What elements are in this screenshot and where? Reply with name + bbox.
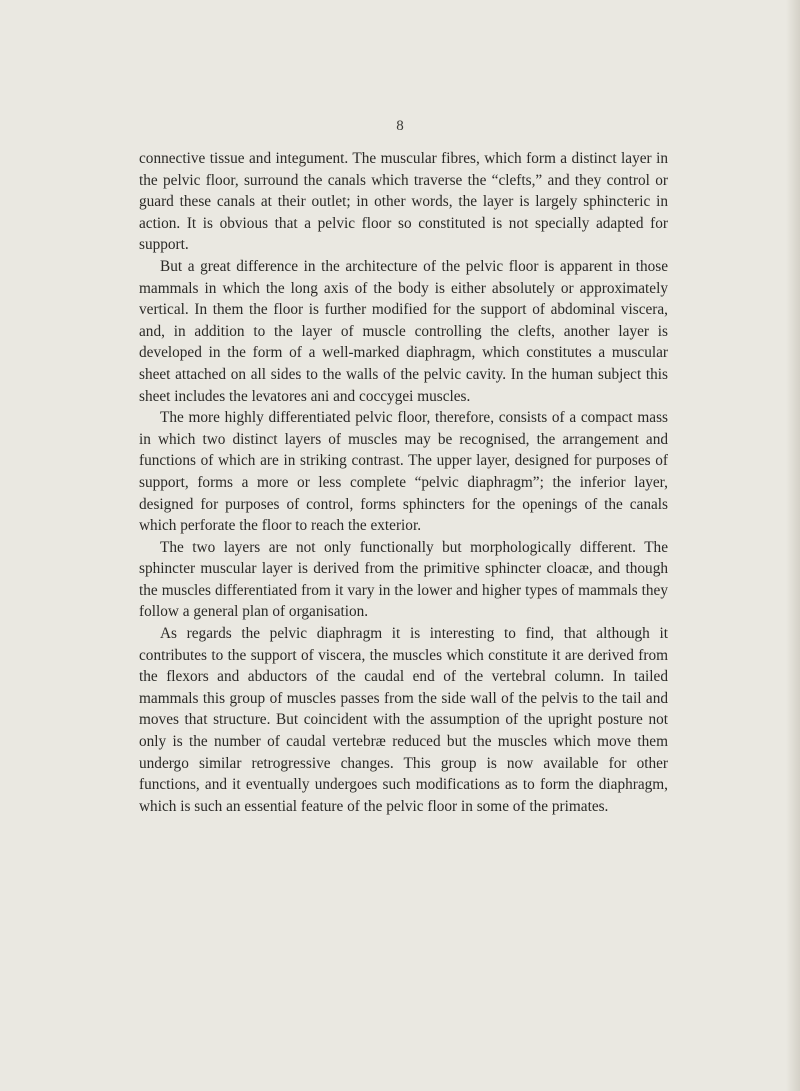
body-text [139,148,668,817]
paragraph: As regards the pelvic diaphragm it is interesting to find, that although it contributes to the support of viscera, the muscles which constitute it are derived from the flexors and abductors of the caudal end of the vertebral column. In tailed mammals this group of muscles passes from the side wall of the pelvis to the tail and moves that structure. But coincident with the assumption of the upright posture not only is the number of caudal vertebræ reduced but the muscles which move them undergo similar retrogressive changes. This group is now available for other functions, and it eventually undergoes such modifications as to form the diaphragm, which is such an essential feature of the pelvic floor in some of the primates. [139,625,668,815]
paragraph: The two layers are not only functionally but morphologically different. The sphincter muscular layer is derived from the primitive sphincter cloacæ, and though the muscles differentiated from it vary in the lower and higher types of mammals they follow a general plan of organisation. [139,538,668,621]
paragraph: The more highly differentiated pelvic floor, therefore, consists of a compact mass in which two distinct layers of muscles may be recognised, the arrangement and functions of which are in striking contrast. The upper layer, designed for purposes of support, forms a more or less complete “pelvic diaphragm”; the inferior layer, designed for purposes of control, forms sphincters for the openings of the canals which perforate the floor to reach the exterior. [139,409,668,535]
paragraph: connective tissue and integument. The muscular fibres, which form a distinct layer in the pelvic floor, surround the canals which traverse the “clefts,” and they control or guard these canals at their outlet; in other words, the layer is largely sphincteric in action. It is obvious that a pelvic floor so constituted is not specially adapted for support. [139,150,668,254]
paragraph: But a great difference in the architecture of the pelvic floor is apparent in those mammals in which the long axis of the body is either absolutely or approximately vertical. In them the floor is further modified for the support of abdominal viscera, and, in addition to the layer of muscle controlling the clefts, another layer is developed in the form of a well-marked diaphragm, which constitutes a muscular sheet attached on all sides to the walls of the pelvic cavity. In the human subject this sheet includes the levatores ani and coccygei muscles. [139,257,668,405]
page-number: 8 [396,118,404,134]
